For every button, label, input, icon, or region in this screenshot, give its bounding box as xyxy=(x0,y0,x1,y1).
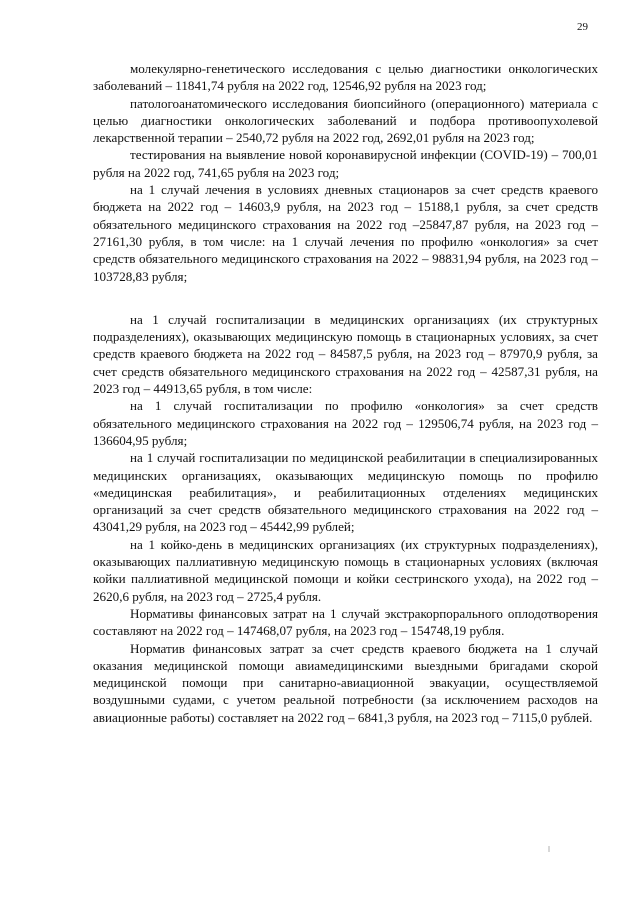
paragraph-rehabilitation: на 1 случай госпитализации по медицинской реабилитации в специализированных медицинских организациях, оказывающих медицинскую помощь по профилю «медицинская реабилитация», и реабилитационных отделениях медицинских организаций за счет средств обязательного медицинского страхования на 2022 год – 43041,29 рубля, на 2023 год – 45442,99 рублей; xyxy=(93,450,598,535)
paragraph-palliative-bed-day: на 1 койко-день в медицинских организациях (их структурных подразделениях), оказывающих паллиативную медицинскую помощь в стационарных условиях (включая койки паллиативной медицинской помощи и койки сестринского ухода), на 2022 год – 2620,6 рубля, на 2023 год – 2725,4 рубля. xyxy=(93,536,598,604)
scan-artifact xyxy=(548,846,550,852)
paragraph-molecular-genetic: молекулярно-генетического исследования с целью диагностики онкологических заболеваний – 11841,74 рубля на 2022 год, 12546,92 рубля на 2023 год; xyxy=(93,61,598,94)
paragraph-pathology: патологоанатомического исследования биопсийного (операционного) материала с целью диагностики онкологических заболеваний и подбора противоопухолевой лекарственной терапии – 2540,72 рубля на 2022 год, 2692,01 рубля на 2023 год; xyxy=(93,95,598,146)
paragraph-oncology-hospitalization: на 1 случай госпитализации по профилю «онкология» за счет средств обязательного медицинского страхования на 2022 год – 129506,74 рубля, на 2023 год – 136604,95 рубля; xyxy=(93,398,598,448)
document-body xyxy=(93,60,598,726)
paragraph-hospitalization: на 1 случай госпитализации в медицинских организациях (их структурных подразделениях), оказывающих медицинскую помощь в стационарных условиях, за счет средств краевого бюджета на 2022 год – 84587,5 рубля, на 2023 год – 87970,9 рубля, за счет средств обязательного медицинского страхования на 2022 год – 42587,31 рубля, на 2023 год – 44913,65 рубля, в том числе: xyxy=(93,311,598,397)
paragraph-day-hospital: на 1 случай лечения в условиях дневных стационаров за счет средств краевого бюджета на 2022 год – 14603,9 рубля, на 2023 год – 15188,1 рубля, за счет средств обязательного медицинского страхования на 2022 год –25847,87 рубля, на 2023 год – 27161,30 рубля, в том числе: на 1 случай лечения по профилю «онкология» за счет средств обязательного медицинского страхования на 2022 – 98831,94 рубля, на 2023 год – 103728,83 рубля; xyxy=(93,182,598,284)
page-number: 29 xyxy=(577,21,588,33)
paragraph-gap xyxy=(93,285,598,311)
paragraph-ivf-standards: Нормативы финансовых затрат на 1 случай экстракорпорального оплодотворения составляют на 2022 год – 147468,07 рубля, на 2023 год – 154748,19 рубля. xyxy=(93,605,598,639)
paragraph-covid-testing: тестирования на выявление новой коронавирусной инфекции (COVID-19) – 700,01 рубля на 2022 год, 741,65 рубля на 2023 год; xyxy=(93,147,598,180)
paragraph-air-ambulance: Норматив финансовых затрат за счет средств краевого бюджета на 1 случай оказания медицинской помощи авиамедицинскими выездными бригадами скорой медицинской помощи при санитарно-авиационной эвакуации, осуществляемой воздушными судами, с учетом реальной потребности (за исключением расходов на авиационные работы) составляет на 2022 год – 6841,3 рубля, на 2023 год – 7115,0 рублей. xyxy=(93,640,598,725)
